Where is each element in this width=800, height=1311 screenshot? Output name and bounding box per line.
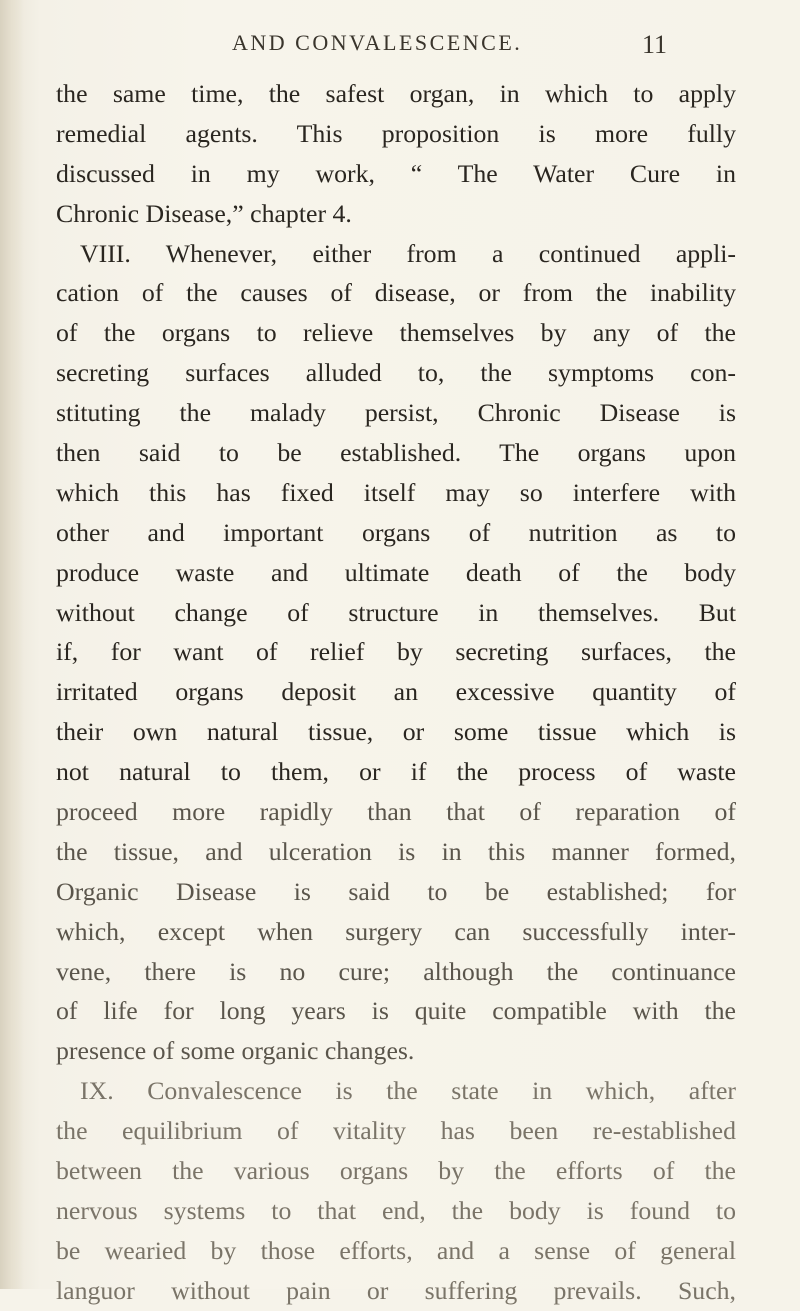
text-line: of life for long years is quite compatible with the [56, 996, 736, 1026]
text-line: discussed in my work, “ The Water Cure in [56, 158, 736, 188]
text-line: be wearied by those efforts, and a sense of general [56, 1235, 736, 1265]
text-line: their own natural tissue, or some tissue which is [56, 717, 736, 747]
text-line: other and important organs of nutrition as to [56, 517, 736, 547]
text-line: the equilibrium of vitality has been re-established [56, 1116, 736, 1146]
text-line: of the organs to relieve themselves by any of the [56, 318, 736, 348]
text-line: which this has fixed itself may so interfere with [56, 477, 736, 507]
text-line: which, except when surgery can successfully inter- [56, 916, 736, 946]
text-line: remedial agents. This proposition is more fully [56, 118, 736, 148]
running-title: AND CONVALESCENCE. [232, 30, 523, 55]
text-line: the same time, the safest organ, in which to apply [56, 79, 736, 108]
paragraph-viii-start: VIII. Whenever, either from a continued appli- [80, 238, 736, 268]
page-binding-edge [0, 0, 24, 1289]
paragraph-ix-start: IX. Convalescence is the state in which, after [80, 1076, 736, 1106]
text-line: between the various organs by the efforts of the [56, 1156, 736, 1186]
body-text [56, 74, 736, 1311]
text-line: then said to be established. The organs upon [56, 438, 736, 468]
text-line: cation of the causes of disease, or from the inability [56, 278, 736, 308]
text-line: not natural to them, or if the process of waste [56, 757, 736, 787]
text-line: Organic Disease is said to be established; for [56, 876, 736, 906]
text-line: presence of some organic changes. [56, 1036, 415, 1066]
text-line: the tissue, and ulceration is in this manner formed, [56, 836, 736, 866]
text-line: languor without pain or suffering prevails. Such, [56, 1275, 736, 1305]
text-line: if, for want of relief by secreting surfaces, the [56, 637, 736, 667]
text-line: secreting surfaces alluded to, the symptoms con- [56, 358, 736, 388]
text-line: stituting the malady persist, Chronic Disease is [56, 398, 736, 428]
text-line: proceed more rapidly than that of reparation of [56, 797, 736, 827]
text-line: irritated organs deposit an excessive quantity of [56, 677, 736, 707]
text-line: Chronic Disease,” chapter 4. [56, 198, 352, 228]
text-line: produce waste and ultimate death of the body [56, 557, 736, 587]
running-head [232, 30, 712, 58]
text-line: nervous systems to that end, the body is found to [56, 1195, 736, 1225]
text-line: vene, there is no cure; although the continuance [56, 956, 736, 986]
page-number: 11 [642, 30, 668, 59]
text-line: without change of structure in themselves. But [56, 597, 736, 627]
